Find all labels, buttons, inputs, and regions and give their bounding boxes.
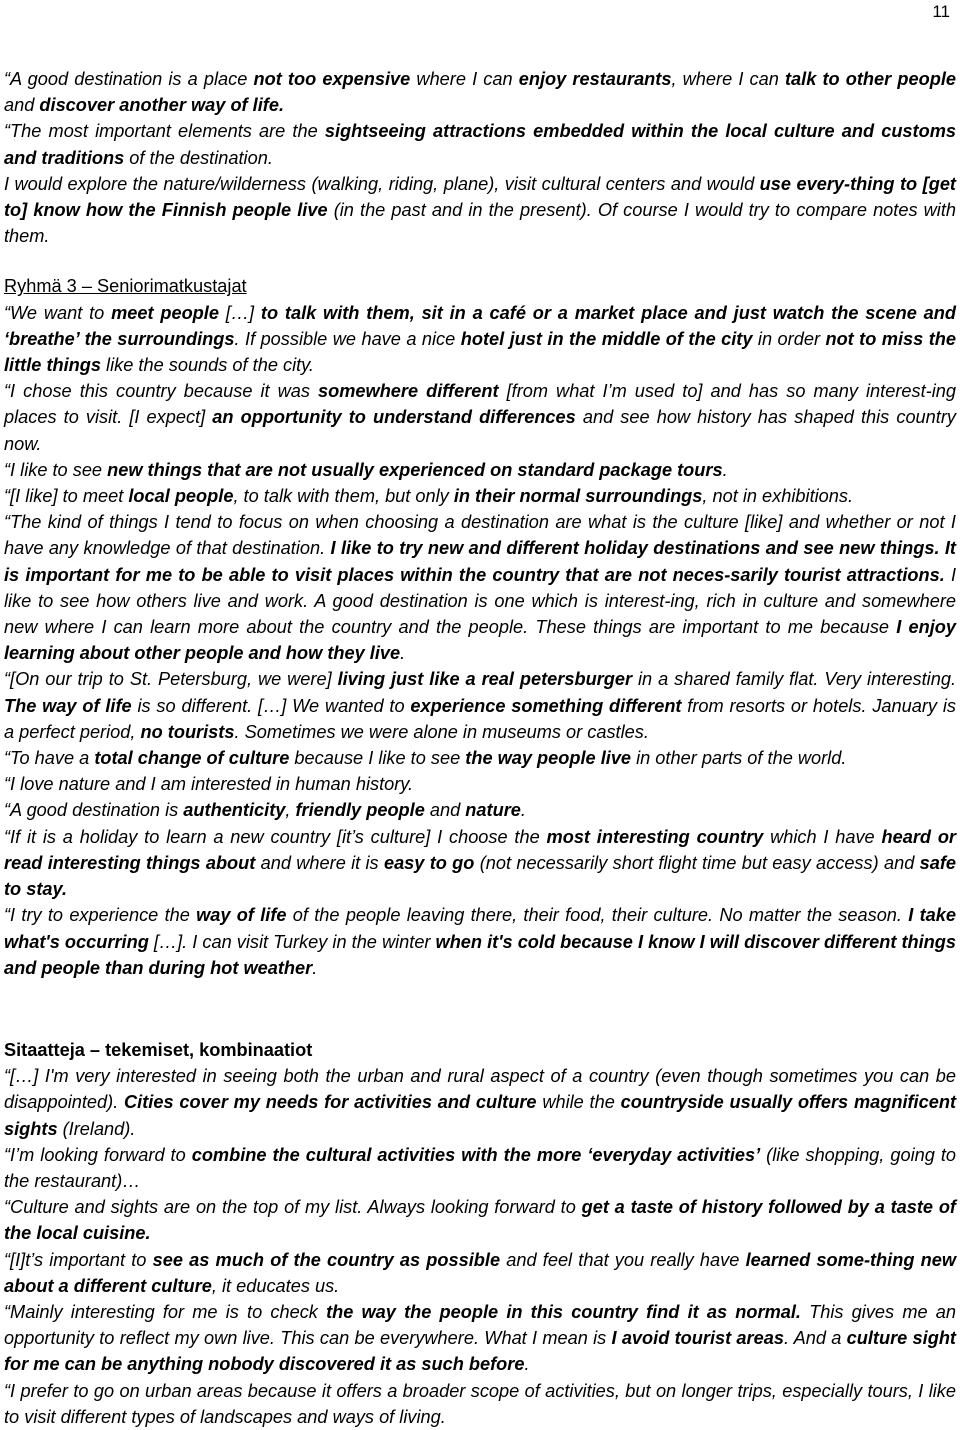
quote-emphasis: learned some-thing new about a different culture xyxy=(4,1249,956,1296)
quote-text: “A good destination is a place xyxy=(4,69,254,89)
quote-text: “I’m looking forward to xyxy=(4,1144,192,1165)
quote-text: is so different. […] We wanted to xyxy=(131,695,411,716)
quote-emphasis: total change of culture xyxy=(94,748,290,769)
quote-text: , it educates us. xyxy=(211,1275,340,1296)
quote-emphasis: I like to try new and different holiday destinations and see new things. It is important for me to be able to visit places within the country that are not neces-sarily tourist attractions. xyxy=(4,538,956,585)
quote-emphasis: way of life xyxy=(196,905,287,926)
quote-paragraph xyxy=(4,771,956,797)
quote-text: in order xyxy=(752,328,826,349)
quotes-group-1 xyxy=(4,66,956,249)
quote-text: and feel that you really have xyxy=(500,1249,746,1270)
quote-text: in other parts of the world. xyxy=(631,748,847,769)
quote-emphasis: local people xyxy=(128,486,234,507)
quote-text: and where it is xyxy=(255,852,384,873)
quote-paragraph xyxy=(4,745,956,771)
quote-text: “Culture and sights are on the top of my list. Always looking forward to xyxy=(4,1197,582,1218)
quote-text: of the destination. xyxy=(124,147,273,168)
quote-paragraph xyxy=(4,1063,956,1142)
quote-text: This gives me an opportunity to reflect my own live. This can be everywhere. What I mean is xyxy=(4,1301,956,1349)
quote-text: […]. I can visit Turkey in the winter xyxy=(148,931,436,952)
quote-emphasis: I enjoy learning about other people and how they live xyxy=(4,617,956,664)
quote-text: (like shopping, going to the restaurant)… xyxy=(4,1144,956,1191)
quote-text: , not in exhibitions. xyxy=(702,486,854,507)
quote-text: of the people leaving there, their food, their culture. No matter the season. xyxy=(286,905,909,926)
quote-emphasis: see as much of the country as possible xyxy=(152,1249,501,1270)
quote-text: like the sounds of the city. xyxy=(101,355,314,376)
quote-text: while the xyxy=(536,1092,621,1113)
quote-text: . Sometimes we were alone in museums or castles. xyxy=(234,721,649,742)
quote-text: which I have xyxy=(763,826,882,847)
quote-text: , to talk with them, but only xyxy=(233,486,454,507)
quote-text: “We want to xyxy=(4,302,112,323)
quote-paragraph xyxy=(4,1247,956,1299)
quote-emphasis: experience something different xyxy=(410,695,682,716)
quote-paragraph xyxy=(4,171,956,250)
quote-emphasis: not to miss the little things xyxy=(4,328,956,376)
quote-paragraph xyxy=(4,378,956,457)
quote-emphasis: heard or read interesting things about xyxy=(4,826,957,873)
quote-text: “The kind of things I tend to focus on when choosing a destination are what is the culture [like] and whether or not I have any knowledge of that destination. xyxy=(4,512,956,559)
quote-emphasis: easy to go xyxy=(383,852,475,873)
quote-emphasis: to talk with them, sit in a café or a market place and just watch the scene and ‘breathe’ the surroundings xyxy=(4,302,956,349)
quote-text: “To have a xyxy=(4,748,95,769)
quote-emphasis: living just like a real petersburger xyxy=(337,669,633,690)
quote-text: , where I can xyxy=(671,69,785,89)
quote-text: . xyxy=(524,1354,530,1375)
quote-text: “Mainly interesting for me is to check xyxy=(4,1301,327,1322)
quote-emphasis: countryside usually offers magnificent sights xyxy=(4,1092,957,1139)
quote-emphasis: Cities cover my needs for activities and culture xyxy=(124,1092,537,1113)
quote-paragraph xyxy=(4,902,956,981)
quote-emphasis: The way of life xyxy=(4,695,132,716)
quote-text: “I chose this country because it was xyxy=(4,381,319,402)
quote-paragraph xyxy=(4,483,956,509)
quote-text: from resorts or hotels. January is a perfect period, xyxy=(4,695,956,742)
quote-emphasis: get a taste of history followed by a taste of the local cuisine. xyxy=(4,1197,956,1244)
quote-emphasis: in their normal surroundings xyxy=(453,486,703,507)
quote-emphasis: discover another way of life. xyxy=(39,95,284,116)
document-body xyxy=(4,66,956,1430)
quote-paragraph xyxy=(4,66,956,118)
quote-text: I would explore the nature/wilderness (walking, riding, plane), visit cultural centers and would xyxy=(4,173,760,194)
quote-text: in a shared family flat. Very interesting. xyxy=(632,669,957,690)
quote-text: , xyxy=(285,800,296,821)
quote-paragraph xyxy=(4,1194,956,1246)
quote-emphasis: the way the people in this country find it as normal. xyxy=(326,1301,801,1322)
quote-text: . If possible we have a nice xyxy=(234,328,461,349)
quote-emphasis: combine the cultural activities with the more ‘everyday activities’ xyxy=(191,1144,761,1165)
quote-text: I like to see how others live and work. A good destination is one which is interest-ing, rich in culture and somewhere new where I can learn more about the country and the people. These things are important to me because xyxy=(4,564,957,638)
quote-paragraph xyxy=(4,666,956,745)
section-heading-sitaatteja: Sitaatteja – tekemiset, kombinaatiot xyxy=(4,1039,313,1060)
quote-text: because I like to see xyxy=(289,748,466,769)
quote-text: . xyxy=(400,643,406,664)
quote-paragraph xyxy=(4,797,956,823)
quote-text: and see how history has shaped this country now. xyxy=(4,407,956,454)
quote-emphasis: talk to other people xyxy=(784,69,956,89)
quote-emphasis: sightseeing attractions embedded within the local culture and customs and traditions xyxy=(4,121,956,168)
quote-emphasis: most interesting country xyxy=(546,826,764,847)
quote-emphasis: when it's cold because I know I will discover different things and people than during hot weather xyxy=(4,931,956,978)
quotes-situations xyxy=(4,1063,956,1430)
quote-text: “If it is a holiday to learn a new country [it’s culture] I choose the xyxy=(4,826,547,847)
quote-emphasis: no tourists xyxy=(140,721,235,742)
quote-paragraph xyxy=(4,457,956,483)
quote-emphasis: not too expensive xyxy=(253,69,411,89)
quote-emphasis: meet people xyxy=(111,302,219,323)
quote-emphasis: an opportunity to understand differences xyxy=(212,407,576,428)
quote-emphasis: authenticity xyxy=(183,800,286,821)
quote-text: “[On our trip to St. Petersburg, we were] xyxy=(4,669,338,690)
quote-text: “The most important elements are the xyxy=(4,121,325,142)
quote-emphasis: new things that are not usually experienced on standard package tours xyxy=(107,459,723,480)
quote-emphasis: I avoid tourist areas xyxy=(611,1328,784,1349)
quote-emphasis: nature xyxy=(465,800,521,821)
quote-emphasis: enjoy restaurants xyxy=(518,69,672,89)
quote-text: “[…] I'm very interested in seeing both the urban and rural aspect of a country (even though sometimes you can be disappointed). xyxy=(4,1066,956,1113)
quote-text: “I love nature and I am interested in human history. xyxy=(4,774,414,795)
quote-text: . And a xyxy=(783,1328,847,1349)
quote-emphasis: culture sight for me can be anything nobody discovered it as such before xyxy=(4,1328,956,1375)
quote-emphasis: friendly people xyxy=(295,800,425,821)
quote-paragraph xyxy=(4,1299,956,1378)
quote-text: “I like to see xyxy=(4,459,108,480)
page-number: 11 xyxy=(932,2,950,21)
quote-text: . xyxy=(520,800,526,821)
quotes-group-3 xyxy=(4,300,956,981)
quote-text: and xyxy=(424,800,466,821)
quote-text: (not necessarily short flight time but easy access) and xyxy=(474,852,920,873)
quote-paragraph xyxy=(4,300,956,379)
quote-text: […] xyxy=(218,302,261,323)
quote-text: “A good destination is xyxy=(4,800,184,821)
section-heading-ryhma-3: Ryhmä 3 – Seniorimatkustajat xyxy=(4,276,247,297)
quote-emphasis: use every-thing to [get to] know how the Finnish people live xyxy=(4,173,956,221)
quote-text: “I prefer to go on urban areas because it offers a broader scope of activities, but on longer trips, especially tours, I like to visit different types of landscapes and ways of living. xyxy=(4,1380,956,1427)
quote-paragraph xyxy=(4,1378,956,1430)
quote-paragraph xyxy=(4,824,956,903)
quote-emphasis: the way people live xyxy=(465,748,632,769)
quote-emphasis: somewhere different xyxy=(318,381,499,402)
quote-text: “[I]t’s important to xyxy=(4,1249,153,1270)
quote-emphasis: hotel just in the middle of the city xyxy=(460,328,753,349)
quote-paragraph xyxy=(4,1142,956,1194)
quote-text: where I can xyxy=(410,69,519,89)
quote-text: “[I like] to meet xyxy=(4,486,129,507)
quote-emphasis: safe to stay. xyxy=(4,852,957,900)
quote-text: (in the past and in the present). Of course I would try to compare notes with them. xyxy=(4,200,957,247)
quote-paragraph xyxy=(4,509,956,666)
quote-text: “I try to experience the xyxy=(4,905,197,926)
quote-emphasis: I take what's occurring xyxy=(4,905,956,952)
quote-paragraph xyxy=(4,118,956,170)
quote-text: (Ireland). xyxy=(57,1118,136,1139)
quote-text: . xyxy=(312,957,318,978)
quote-text: . xyxy=(722,459,728,480)
quote-text: and xyxy=(4,95,40,116)
quote-text: [from what I’m used to] and has so many interest-ing places to visit. [I expect] xyxy=(4,381,956,428)
